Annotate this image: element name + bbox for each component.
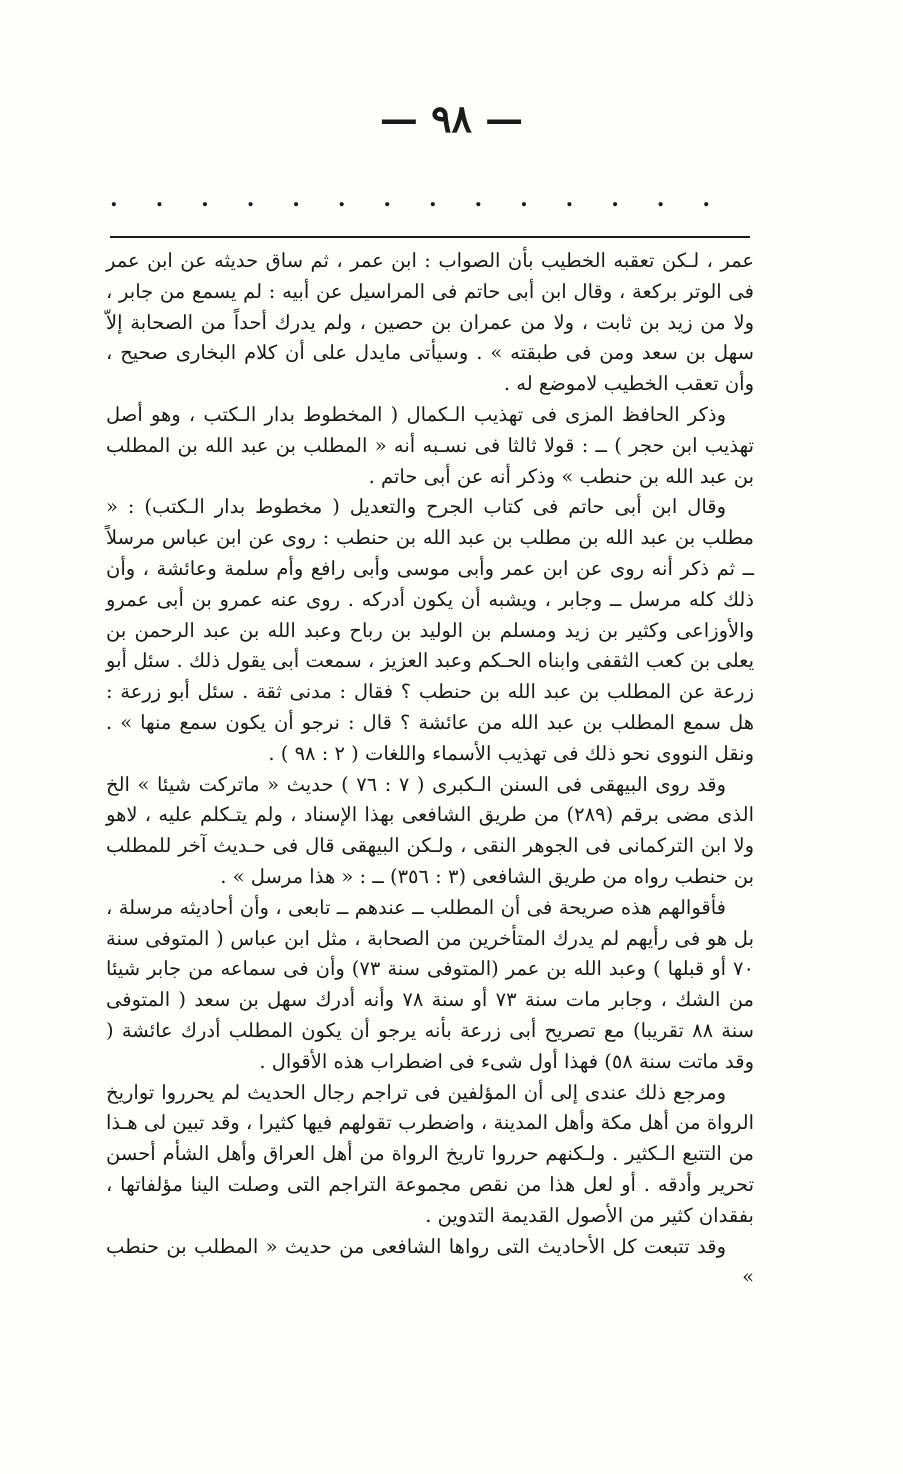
page-number: — ٩٨ — xyxy=(379,96,524,141)
dot: . xyxy=(383,186,392,212)
dot: . xyxy=(565,186,574,212)
paragraph-1: عمر ، لـكن تعقبه الخطيب بأن الصواب : ابن عمر ، ثم ساق حديثه عن ابن عمر فى الوتر بركعة ، وقال ابن أبى حاتم فى المراسيل عن أبيه : لم يسمع من جابر ، ولا من زيد بن ثابت ، ولا من عمران بن حصين ، ولم يدرك أحداً من الصحابة إلاّ سهل بن سعد ومن فى طبقته » . وسيأتى مايدل على أن كلام البخارى صحيح ، وأن تعقب الخطيب لاموضع له . xyxy=(106,249,754,396)
paragraph-5: فأقوالهم هذه صريحة فى أن المطلب ــ عندهم ــ تابعى ، وأن أحاديثه مرسلة ، بل هو فى رأيهم لم يدرك المتأخرين من الصحابة ، مثل ابن عباس ( المتوفى سنة ٧٠ أو قبلها ) وعبد الله بن عمر (المتوفى سنة ٧٣) وأن فى سماعه من جابر شيئا من الشك ، وجابر مات سنة ٧٣ أو سنة ٧٨ وأنه أدرك سهل بن سعد ( المتوفى سنة ٨٨ تقريبا) مع تصريح أبى زرعة بأنه يرجو أن يكون المطلب أدرك عائشة ( وقد ماتت سنة ٥٨) فهذا أول شىء فى اضطراب هذه الأقوال . xyxy=(106,895,755,1073)
paragraph-2: وذكر الحافظ المزى فى تهذيب الـكمال ( المخطوط بدار الـكتب ، وهو أصل تهذيب ابن حجر ) ــ : قولا ثالثا فى نسـبه أنه « المطلب بن عبد الله بن المطلب بن عبد الله بن حنطب » وذكر أنه عن أبى حاتم . xyxy=(106,402,754,488)
dot: . xyxy=(201,186,209,212)
paragraph-3: وقال ابن أبى حاتم فى كتاب الجرح والتعديل ( مخطوط بدار الـكتب) : « مطلب بن عبد الله بن مطلب بن عبد الله بن حنطب : روى عن ابن عباس مرسلاً ــ ثم ذكر أنه روى عن ابن عمر وأبى موسى وأبى رافع وأم سلمة وعائشة ، وأن ذلك كله مرسل ــ وجابر ، ويشبه أن يكون أدركه . روى عنه عمرو بن أبى عمرو والأوزاعى وكثير بن زيد ومسلم بن الوليد بن رباح وعبد الله بن عبد الرحمن بن يعلى بن كعب الثقفى وابناه الحـكم وعبد العزيز ، سمعت أبى يقول ذلك . سئل أبو زرعة عن المطلب بن عبد الله بن حنطب ؟ فقال : مدنى ثقة . سئل أبو زرعة : هل سمع المطلب بن عبد الله من عائشة ؟ قال : نرجو أن يكون سمع منها » . ونقل النووى نحو ذلك فى تهذيب الأسماء واللغات ( ٢ : ٩٨ ) . xyxy=(106,495,754,765)
footnote-rule xyxy=(110,236,750,238)
paragraph-7: وقد تتبعت كل الأحاديث التى رواها الشافعى من حديث « المطلب بن حنطب » xyxy=(106,1234,754,1289)
dot: . xyxy=(474,186,483,212)
dot: . xyxy=(656,186,665,212)
dot: . xyxy=(155,186,164,212)
dot: . xyxy=(110,186,118,212)
footnote-text xyxy=(106,246,754,1293)
dot: . xyxy=(702,186,710,212)
dot: . xyxy=(292,186,300,212)
dot: . xyxy=(246,186,255,212)
paragraph-4: وقد روى البيهقى فى السنن الـكبرى ( ٧ : ٧٦ ) حديث « ماتركت شيئا » الخ الذى مضى برقم (٢٨٩) من طريق الشافعى بهذا الإسناد ، ولم يتـكلم عليه ، لاهو ولا ابن التركمانى فى الجوهر النقى ، ولـكن البيهقى قال فى حـديث آخر للمطلب بن حنطب رواه من طريق الشافعى (٣ : ٣٥٦) ــ : « هذا مرسل » . xyxy=(106,772,754,888)
dot: . xyxy=(520,186,528,212)
dot: . xyxy=(611,186,619,212)
dot: . xyxy=(337,186,346,212)
dot: . xyxy=(428,186,437,212)
paragraph-6: ومرجع ذلك عندى إلى أن المؤلفين فى تراجم رجال الحديث لم يحرروا تواريخ الرواة من أهل مكة وأهل المدينة ، واضطرب تقولهم فيها كثيرا ، وقد تبين لى هـذا من التتبع الـكثير . ولـكنهم حرروا تاريخ الرواة من أهل العراق وأهل الشأم أحسن تحرير وأدقه . أو لعل هذا من نقص مجموعة التراجم التى وصلت الينا مؤلفاتها ، بفقدان كثير من الأصول القديمة التدوين . xyxy=(106,1080,754,1227)
dot-separator xyxy=(110,186,710,212)
